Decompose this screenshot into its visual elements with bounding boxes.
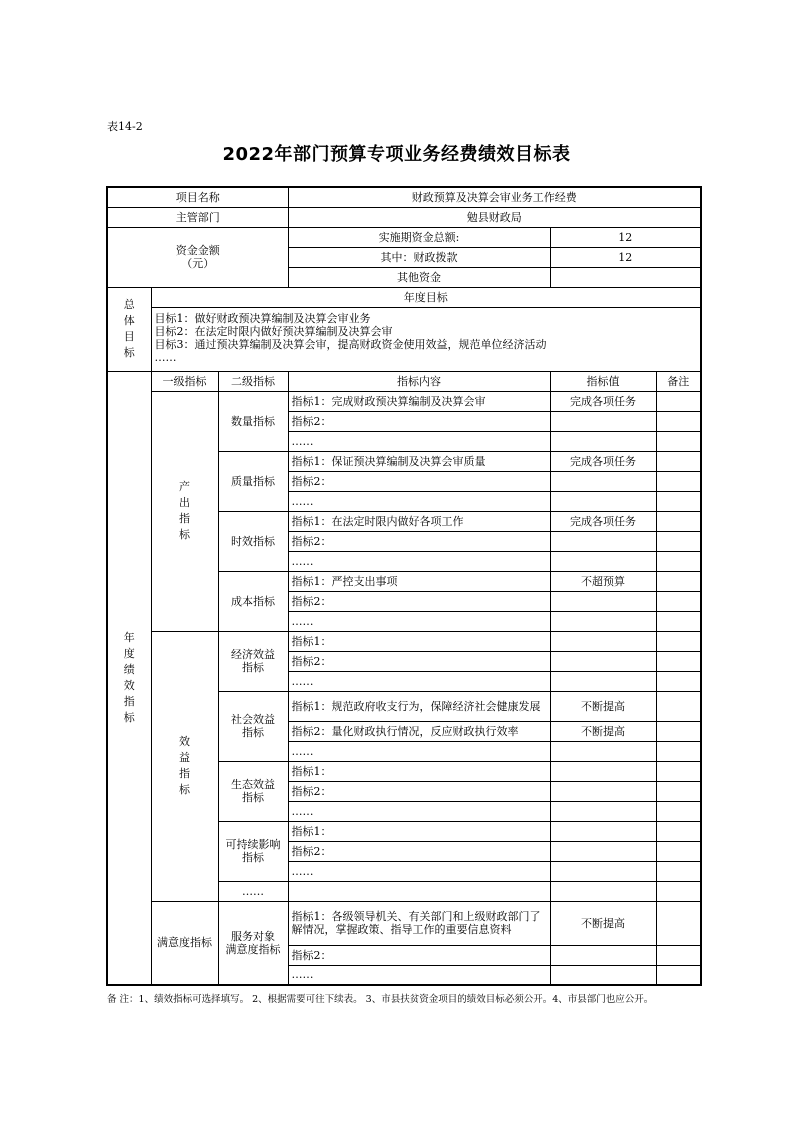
indicator-content: …… (288, 861, 550, 881)
timeliness-indicator-name: 时效指标 (218, 511, 288, 571)
table-label: 表14-2 (107, 120, 143, 133)
annual-goals (151, 307, 701, 371)
indicator-remark (656, 801, 701, 821)
annual-goal-header: 年度目标 (151, 287, 701, 307)
goal-item: 目标1：做好财政预决算编制及决算会审业务 (154, 311, 371, 325)
indicator-remark (656, 451, 701, 471)
funds-other-label: 其他资金 (288, 267, 550, 287)
indicator-value (550, 945, 656, 965)
indicator-value (550, 411, 656, 431)
indicator-value (550, 741, 656, 761)
indicator-remark (656, 611, 701, 631)
header-level1: 一级指标 (151, 371, 218, 391)
indicator-value (550, 651, 656, 671)
ecological-indicator-name: 生态效益 指标 (218, 761, 288, 821)
indicator-value: 完成各项任务 (550, 511, 656, 531)
indicator-content: …… (288, 611, 550, 631)
indicator-remark (656, 531, 701, 551)
indicator-content: 指标1：规范政府收支行为，保障经济社会健康发展 (288, 691, 550, 721)
indicator-content: 指标2： (288, 471, 550, 491)
indicator-value (550, 881, 656, 901)
goal-item: …… (154, 350, 177, 364)
funds-other-value (550, 267, 701, 287)
indicator-remark (656, 901, 701, 945)
indicator-value (550, 801, 656, 821)
indicator-value (550, 431, 656, 451)
indicator-value (550, 861, 656, 881)
indicator-content: …… (288, 671, 550, 691)
indicator-value (550, 471, 656, 491)
indicator-value: 不断提高 (550, 721, 656, 741)
page-title: 2022年部门预算专项业务经费绩效目标表 (222, 144, 571, 165)
indicator-content: 指标2： (288, 841, 550, 861)
indicator-remark (656, 651, 701, 671)
indicator-content: …… (288, 431, 550, 451)
indicator-value (550, 761, 656, 781)
dept-value: 勉县财政局 (288, 207, 701, 227)
indicator-remark (656, 671, 701, 691)
funds-grant-value: 12 (550, 247, 701, 267)
indicator-content: 指标2： (288, 651, 550, 671)
indicator-remark (656, 821, 701, 841)
indicator-content: 指标2： (288, 945, 550, 965)
goal-item: 目标3：通过预决算编制及决算会审，提高财政资金使用效益，规范单位经济活动 (154, 337, 547, 351)
indicator-content: …… (288, 965, 550, 985)
indicator-remark (656, 721, 701, 741)
footnote: 备 注：1、绩效指标可选择填写。 2、根据需要可往下续表。 3、市县扶贫资金项目的绩效目标必须公开。4、市县部门也应公开。 (107, 994, 654, 1005)
indicator-content: 指标1： (288, 761, 550, 781)
indicator-remark (656, 571, 701, 591)
social-indicator-name: 社会效益 指标 (218, 691, 288, 761)
indicator-remark (656, 965, 701, 985)
indicator-remark (656, 511, 701, 531)
indicator-remark (656, 691, 701, 721)
indicator-content: 指标2： (288, 411, 550, 431)
indicator-remark (656, 631, 701, 651)
indicator-remark (656, 411, 701, 431)
indicator-remark (656, 391, 701, 411)
indicator-content: …… (288, 551, 550, 571)
quality-indicator-name: 质量指标 (218, 451, 288, 511)
funds-label: 资金金额 （元） (107, 227, 288, 287)
annual-indicators-label: 年 度 绩 效 指 标 (107, 371, 151, 985)
funds-total-value: 12 (550, 227, 701, 247)
indicator-value (550, 631, 656, 651)
table-body (107, 187, 701, 985)
indicator-content: …… (288, 741, 550, 761)
overall-goal-label: 总 体 目 标 (107, 287, 151, 371)
indicator-value (550, 841, 656, 861)
service-indicator-name: 服务对象 满意度指标 (218, 901, 288, 985)
indicator-value (550, 531, 656, 551)
indicator-value (550, 781, 656, 801)
indicator-content: 指标1：严控支出事项 (288, 571, 550, 591)
funds-grant-label: 其中：财政拨款 (288, 247, 550, 267)
project-name-label: 项目名称 (107, 187, 288, 207)
indicator-value (550, 591, 656, 611)
indicator-remark (656, 741, 701, 761)
benefit-indicators-label: 效 益 指 标 (151, 631, 218, 901)
indicator-content: …… (288, 491, 550, 511)
performance-table (106, 186, 702, 986)
header-remark: 备注 (656, 371, 701, 391)
economic-indicator-name: 经济效益 指标 (218, 631, 288, 691)
header-level2: 二级指标 (218, 371, 288, 391)
indicator-value (550, 491, 656, 511)
indicator-content: 指标1：在法定时限内做好各项工作 (288, 511, 550, 531)
project-name-value: 财政预算及决算会审业务工作经费 (288, 187, 701, 207)
indicator-remark (656, 841, 701, 861)
indicator-value (550, 965, 656, 985)
goal-item: 目标2：在法定时限内做好预决算编制及决算会审 (154, 324, 393, 338)
indicator-remark (656, 491, 701, 511)
indicator-value (550, 671, 656, 691)
funds-total-label: 实施期资金总额: (288, 227, 550, 247)
indicator-content: 指标2： (288, 781, 550, 801)
indicator-remark (656, 781, 701, 801)
indicator-value: 不超预算 (550, 571, 656, 591)
output-indicators-label: 产 出 指 标 (151, 391, 218, 631)
indicator-value: 完成各项任务 (550, 451, 656, 471)
satisfaction-indicators-label: 满意度指标 (151, 901, 218, 985)
indicator-remark (656, 551, 701, 571)
indicator-content (288, 881, 550, 901)
indicator-content: …… (288, 801, 550, 821)
indicator-remark (656, 761, 701, 781)
indicator-remark (656, 945, 701, 965)
cost-indicator-name: 成本指标 (218, 571, 288, 631)
indicator-remark (656, 861, 701, 881)
indicator-content: 指标2： (288, 591, 550, 611)
sustainable-indicator-name: 可持续影响 指标 (218, 821, 288, 881)
indicator-value (550, 821, 656, 841)
indicator-remark (656, 471, 701, 491)
indicator-value: 不断提高 (550, 691, 656, 721)
indicator-value (550, 611, 656, 631)
quantity-indicator-name: 数量指标 (218, 391, 288, 451)
indicator-content: 指标1： (288, 821, 550, 841)
indicator-content: 指标1：完成财政预决算编制及决算会审 (288, 391, 550, 411)
indicator-content: 指标1：各级领导机关、有关部门和上级财政部门了解情况，掌握政策、指导工作的重要信息资料 (288, 901, 550, 945)
indicator-content: 指标2： (288, 531, 550, 551)
dept-label: 主管部门 (107, 207, 288, 227)
header-content: 指标内容 (288, 371, 550, 391)
indicator-remark (656, 591, 701, 611)
benefit-more: …… (218, 881, 288, 901)
indicator-remark (656, 881, 701, 901)
header-value: 指标值 (550, 371, 656, 391)
indicator-value: 不断提高 (550, 901, 656, 945)
indicator-value (550, 551, 656, 571)
indicator-content: 指标2：量化财政执行情况，反应财政执行效率 (288, 721, 550, 741)
indicator-content: 指标1： (288, 631, 550, 651)
indicator-remark (656, 431, 701, 451)
indicator-value: 完成各项任务 (550, 391, 656, 411)
indicator-content: 指标1：保证预决算编制及决算会审质量 (288, 451, 550, 471)
